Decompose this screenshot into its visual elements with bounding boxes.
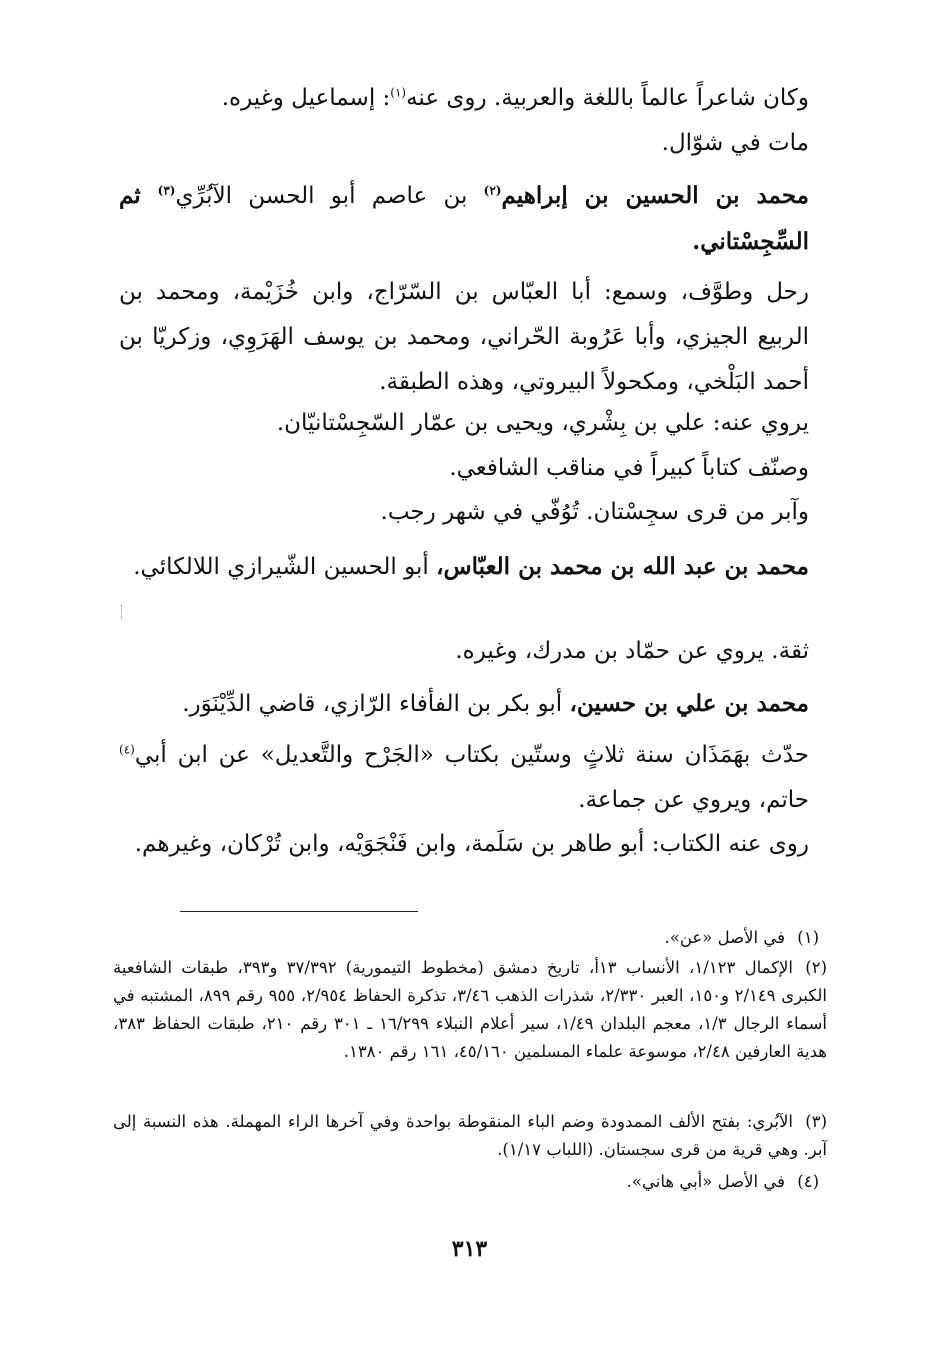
footnote-number: (٢) bbox=[805, 958, 828, 977]
text-death: مات في شوّال. bbox=[661, 130, 809, 156]
footnote-ref-2[interactable]: (٢) bbox=[483, 183, 502, 198]
footnote-1 bbox=[113, 924, 819, 952]
paragraph-trust bbox=[119, 629, 809, 674]
footnote-ref-4[interactable]: (٤) bbox=[119, 742, 135, 757]
footnote-text: في الأصل «أبي هاني». bbox=[626, 1172, 785, 1191]
text-poet-a: وكان شاعراً عالماً باللغة والعربية. روى عنه bbox=[406, 85, 809, 111]
entry-kunya-abri: بن عاصم أبو الحسن الآبُرِّي bbox=[175, 183, 484, 209]
footnote-3 bbox=[113, 1108, 827, 1164]
text-book-narrators: روى عنه الكتاب: أبو طاهر بن سَلَمة، وابن فَنْجَوَيْه، وابن تُرْكان، وغيرهم. bbox=[134, 831, 809, 857]
entry-heading-lalakai bbox=[119, 544, 809, 590]
text-poet-b: : إسماعيل وغيره. bbox=[221, 85, 391, 111]
text-place: وآبر من قرى سجِسْتان. تُوُفّي في شهر رجب. bbox=[380, 499, 809, 525]
footnote-text: الإكمال ١/١٢٣، الأنساب ١٣أ، تاريخ دمشق (مخطوط التيمورية) ٣٧/٣٩٢ و٣٩٣، طبقات الشافعية الكبرى ٢/١٤٩ و١٥٠، العبر ٢/٣٣٠، شذرات الذهب ٣/٤٦، تذكرة الحفاظ ٢/٩٥٤، ٩٥٥ رقم ٨٩٩، المشتبه في أسماء الرجال ١/٣، معجم البلدان ١/٤٩، سير أعلام النبلاء ١٦/٢٩٩ ـ ٣٠١ رقم ٢١٠، طبقات الحفاظ ٣٨٣، هدية العارفين ٢/٤٨، موسوعة علماء المسلمين ٤٥/١٦٠، ١٦١ رقم ١٣٨٠. bbox=[113, 958, 827, 1061]
paragraph-narrated bbox=[119, 733, 809, 823]
text-book: وصنّف كتاباً كبيراً في مناقب الشافعي. bbox=[449, 455, 809, 481]
footnote-number: (٣) bbox=[805, 1112, 827, 1131]
text-narrated-a: حدّث بهَمَذَان سنة ثلاثٍ وستّين بكتاب «الجَرْح والتَّعديل» عن ابن أبي bbox=[134, 742, 809, 768]
footnote-2 bbox=[113, 954, 827, 1066]
entry-kunya-faafaa: أبو بكر بن الفأفاء الرّازي، قاضي الدِّيْنَوَر. bbox=[182, 691, 570, 717]
entry-name-faafaa: محمد بن علي بن حسين، bbox=[569, 690, 809, 717]
footnote-separator bbox=[180, 911, 418, 912]
paragraph-death bbox=[119, 121, 809, 166]
paragraph-travel bbox=[119, 270, 809, 405]
paragraph-narrators bbox=[119, 401, 809, 446]
entry-nisba-abri: ثم السِّجِسْتاني. bbox=[119, 182, 809, 255]
footnote-number: (١) bbox=[797, 928, 819, 947]
paragraph-poet bbox=[119, 76, 809, 121]
entry-name-abri: محمد بن الحسين بن إبراهيم bbox=[501, 182, 809, 209]
footnote-ref-3[interactable]: (٣) bbox=[157, 183, 176, 198]
text-travel: رحل وطوَّف، وسمع: أبا العبّاس بن السّرّاج، وابن خُزَيْمة، ومحمد بن الربيع الجيزي، وأبا عَرُوبة الحّراني، ومحمد بن يوسف الهَرَوِي، وزكريّا بن أحمد البَلْخي، ومكحولاً البيروتي، وهذه الطبقة. bbox=[119, 279, 809, 395]
paragraph-book bbox=[119, 446, 809, 491]
entry-heading-faafaa bbox=[119, 681, 809, 727]
footnote-text: في الأصل «عن». bbox=[664, 928, 785, 947]
text-trust: ثقة. يروي عن حمّاد بن مدرك، وغيره. bbox=[455, 638, 809, 664]
gutter-mark bbox=[121, 605, 124, 619]
page-number: ٣١٣ bbox=[451, 1236, 488, 1262]
entry-kunya-lalakai: أبو الحسين الشّيرازي اللالكائي. bbox=[133, 554, 437, 580]
entry-heading-abri bbox=[119, 173, 809, 264]
entry-name-lalakai: محمد بن عبد الله بن محمد بن العبّاس، bbox=[436, 553, 809, 580]
footnote-text: الآبُري: بفتح الألف الممدودة وضم الباء المنقوطة بواحدة وفي آخرها الراء المهملة. هذه النسبة إلى آبر. وهي قرية من قرى سجستان. (اللباب ١/١٧). bbox=[113, 1112, 827, 1159]
text-narrators: يروي عنه: علي بن بِشْري، ويحيى بن عمّار السّجِسْتانيّان. bbox=[276, 410, 809, 436]
footnote-ref-1[interactable]: (١) bbox=[390, 85, 407, 100]
paragraph-book-narrators bbox=[119, 822, 809, 867]
paragraph-place bbox=[119, 490, 809, 535]
text-narrated-b: حاتم، ويروي عن جماعة. bbox=[578, 787, 809, 813]
footnote-4 bbox=[113, 1168, 819, 1196]
footnote-number: (٤) bbox=[797, 1172, 819, 1191]
